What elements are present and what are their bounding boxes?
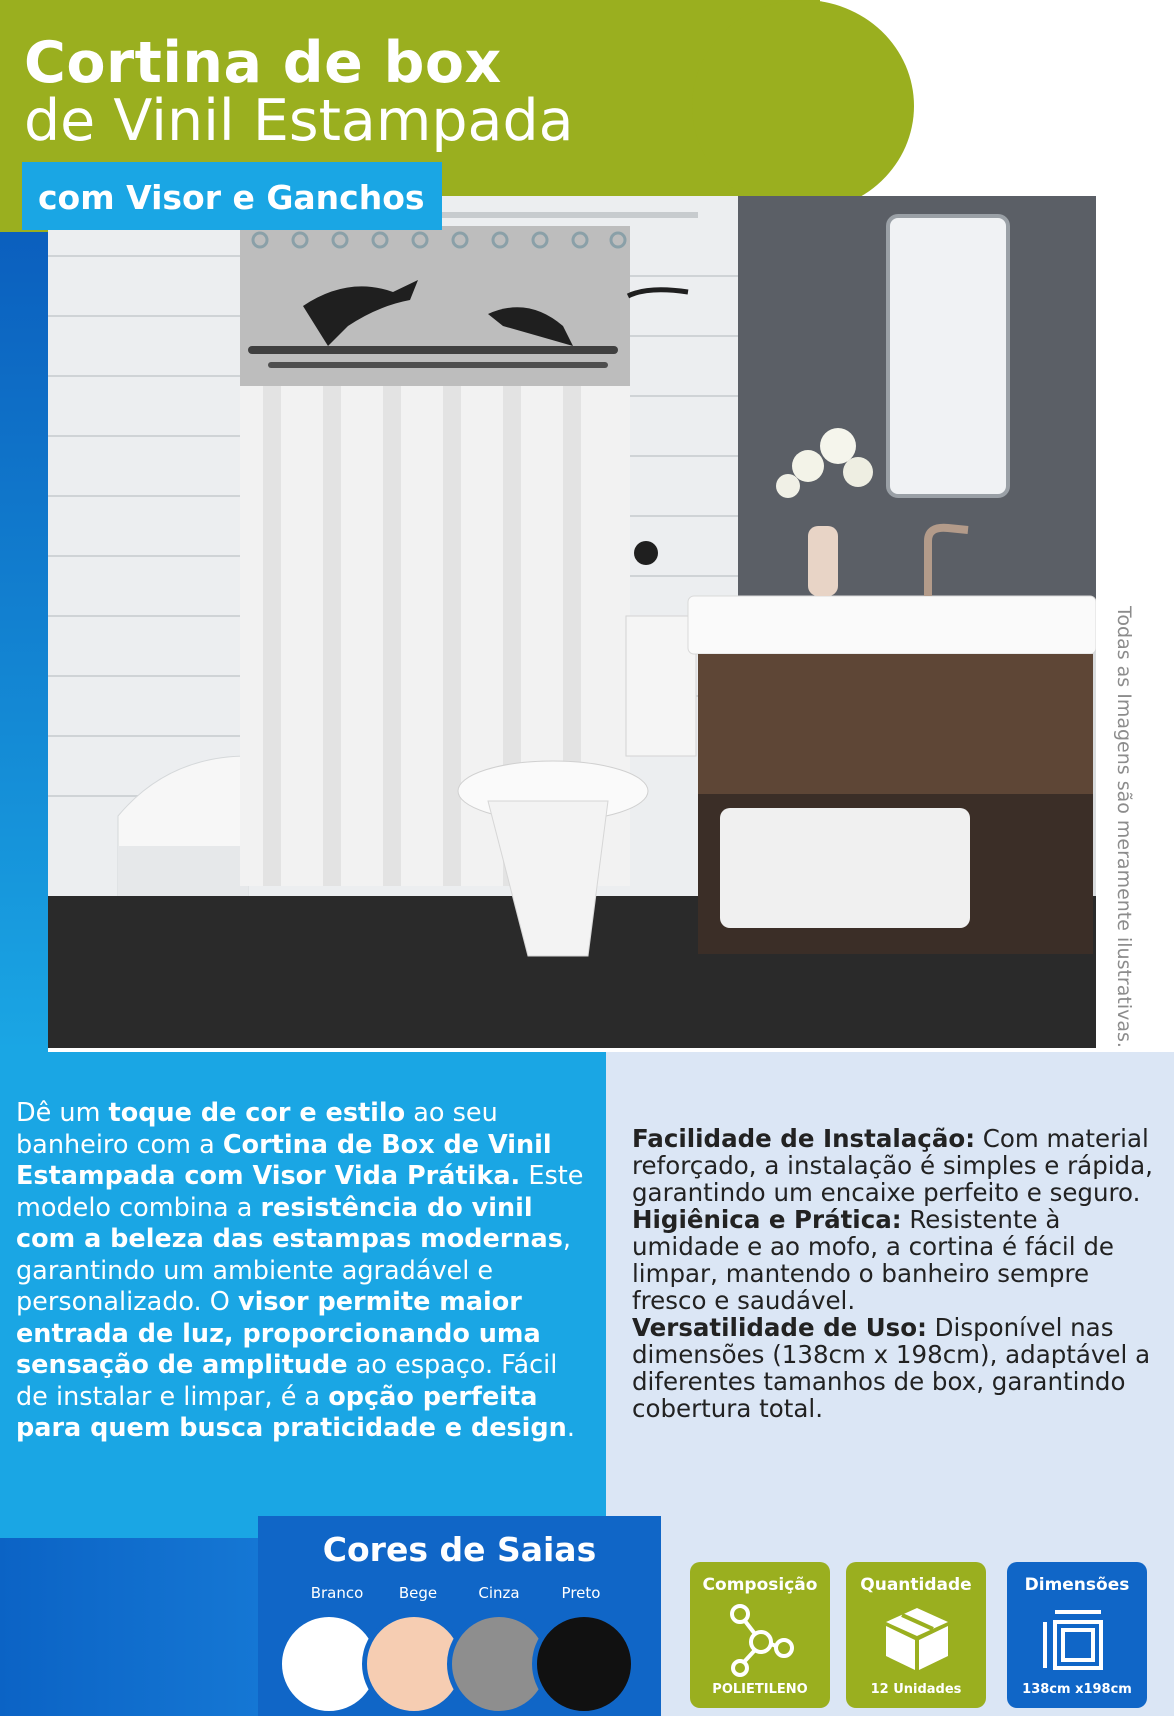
color-label-branco: Branco [310, 1584, 364, 1602]
color-swatch-preto[interactable] [532, 1612, 636, 1716]
product-subtitle: com Visor e Ganchos [38, 178, 425, 217]
dimensions-badge-value: 138cm x198cm [1022, 1682, 1132, 1697]
color-label-cinza: Cinza [478, 1584, 520, 1602]
bathroom-scene-illustration [48, 196, 1096, 1048]
dimensions-icon [1043, 1606, 1113, 1676]
quantity-badge-title: Quantidade [860, 1575, 972, 1595]
molecule-icon [726, 1602, 796, 1678]
illustrative-images-note: Todas as Imagens são meramente ilustrativas. [1113, 606, 1135, 1048]
box-icon [882, 1604, 952, 1674]
left-accent-bar [0, 232, 48, 1052]
feature-item: Facilidade de Instalação: Com material reforçado, a instalação é simples e rápida, garantindo um encaixe perfeito e seguro. [632, 1124, 1153, 1207]
color-label-bege: Bege [398, 1584, 438, 1602]
composition-badge-value: POLIETILENO [712, 1682, 808, 1697]
product-title-line1: Cortina de box [24, 30, 502, 96]
decorative-photo-strip [0, 1538, 258, 1716]
header-circle-frame [692, 0, 914, 212]
feature-item: Higiênica e Prática: Resistente à umidade e ao mofo, a cortina é fácil de limpar, mantendo o banheiro sempre fresco e saudável. [632, 1205, 1114, 1315]
description-text: Dê um toque de cor e estilo ao seu banheiro com a Cortina de Box de Vinil Estampada com Visor Vida Prátika. Este modelo combina a resistência do vinil com a beleza das estampas modernas, garantindo um ambiente agradável e personalizado. O visor permite maior entrada de luz, proporcionando uma sensação de amplitude ao espaço. Fácil de instalar e limpar, é a opção perfeita para quem busca praticidade e design. [16, 1098, 584, 1443]
skirt-colors-title: Cores de Saias [322, 1530, 597, 1569]
quantity-badge-value: 12 Unidades [870, 1682, 962, 1697]
color-label-preto: Preto [561, 1584, 601, 1602]
composition-badge-title: Composição [702, 1575, 818, 1595]
product-title-line2: de Vinil Estampada [24, 88, 574, 154]
feature-item: Versatilidade de Uso: Disponível nas dimensões (138cm x 198cm), adaptável a diferentes tamanhos de box, garantindo cobertura total. [632, 1313, 1151, 1423]
dimensions-badge-title: Dimensões [1024, 1575, 1130, 1595]
features-list [632, 1125, 1162, 1422]
product-photo [48, 196, 1096, 1048]
